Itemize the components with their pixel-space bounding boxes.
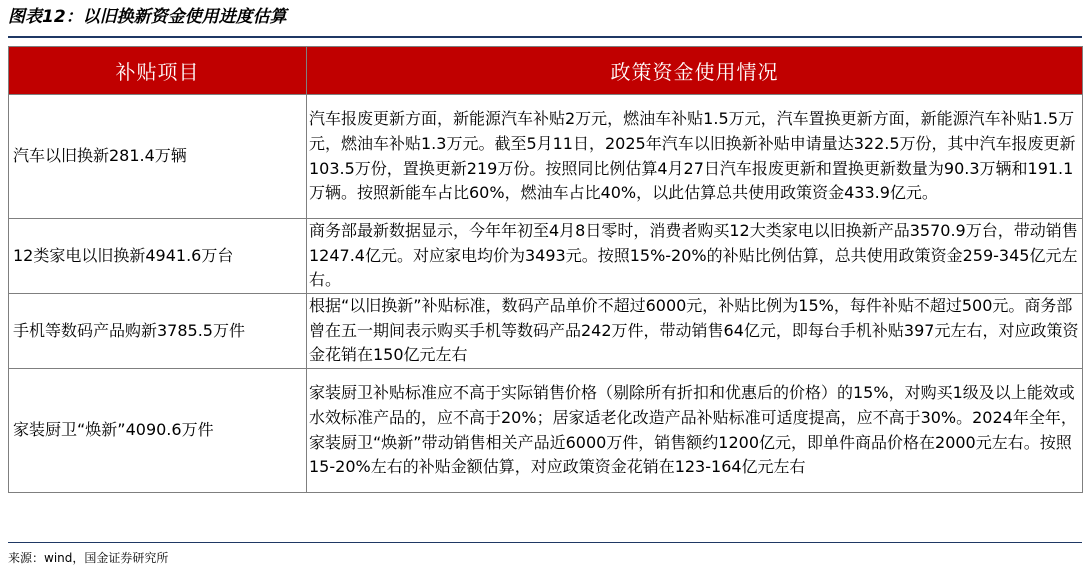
table-row [9, 369, 1083, 493]
row-item-cell: 手机等数码产品购新3785.5万件 [9, 294, 307, 369]
header-funds-usage: 政策资金使用情况 [307, 47, 1083, 95]
bottom-rule [8, 542, 1082, 543]
table-header-row [9, 47, 1083, 95]
subsidy-table [8, 46, 1083, 493]
table-row [9, 219, 1083, 294]
row-detail-cell: 商务部最新数据显示，今年年初至4月8日零时，消费者购买12大类家电以旧换新产品3570.9万台，带动销售1247.4亿元。对应家电均价为3493元。按照15%-20%的补贴比例估算，总共使用政策资金259-345亿元左右。 [307, 219, 1083, 294]
figure-title: 图表12：以旧换新资金使用进度估算 [8, 7, 287, 27]
row-item-cell: 汽车以旧换新281.4万辆 [9, 95, 307, 219]
title-rule [8, 36, 1082, 38]
row-detail-cell: 家装厨卫补贴标准应不高于实际销售价格（剔除所有折扣和优惠后的价格）的15%，对购买1级及以上能效或水效标准产品的，应不高于20%；居家适老化改造产品补贴标准可适度提高，应不高于30%。2024年全年，家装厨卫“焕新”带动销售相关产品近6000万件，销售额约1200亿元，即单件商品价格在2000元左右。按照15-20%左右的补贴金额估算，对应政策资金花销在123-164亿元左右 [307, 369, 1083, 493]
row-detail-cell: 汽车报废更新方面，新能源汽车补贴2万元，燃油车补贴1.5万元，汽车置换更新方面，新能源汽车补贴1.5万元，燃油车补贴1.3万元。截至5月11日，2025年汽车以旧换新补贴申请量达322.5万份，其中汽车报废更新103.5万份，置换更新219万份。按照同比例估算4月27日汽车报废更新和置换更新数量为90.3万辆和191.1万辆。按照新能车占比60%，燃油车占比40%，以此估算总共使用政策资金433.9亿元。 [307, 95, 1083, 219]
row-item-cell: 家装厨卫“焕新”4090.6万件 [9, 369, 307, 493]
header-subsidy-item: 补贴项目 [9, 47, 307, 95]
table-row [9, 294, 1083, 369]
table-row [9, 95, 1083, 219]
source-note: 来源：wind，国金证券研究所 [8, 551, 169, 565]
row-item-cell: 12类家电以旧换新4941.6万台 [9, 219, 307, 294]
row-detail-cell: 根据“以旧换新”补贴标准，数码产品单价不超过6000元，补贴比例为15%，每件补贴不超过500元。商务部曾在五一期间表示购买手机等数码产品242万件，带动销售64亿元，即每台手机补贴397元左右，对应政策资金花销在150亿元左右 [307, 294, 1083, 369]
